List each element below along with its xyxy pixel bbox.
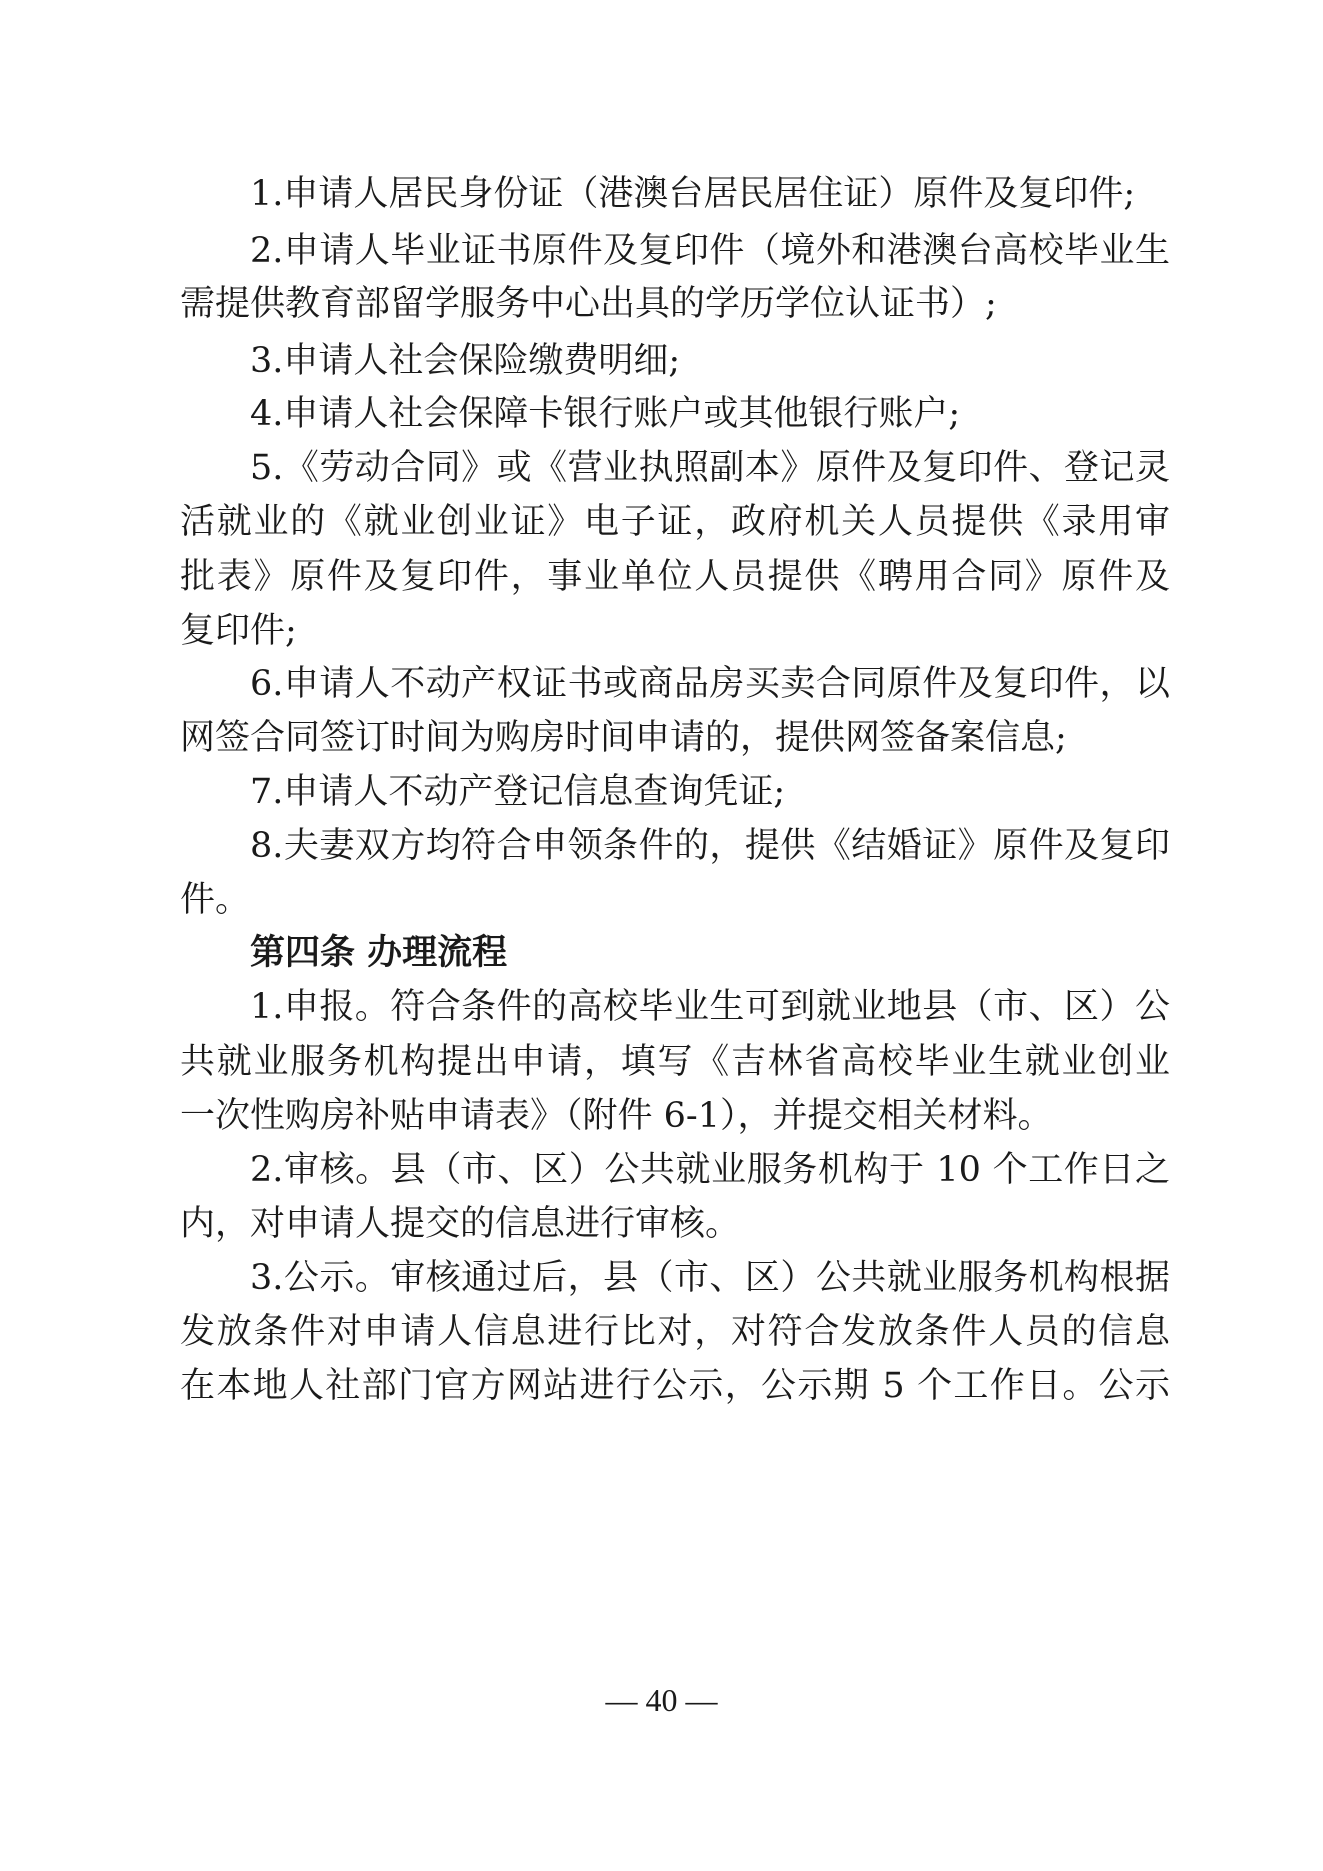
step-3-line-1: 3.公示。审核通过后，县（市、区）公共就业服务机构根据 xyxy=(250,1258,1170,1298)
step-3-line-3: 在本地人社部门官方网站进行公示，公示期 5 个工作日。公示 xyxy=(180,1366,1170,1406)
page-number: — 40 — xyxy=(605,1682,718,1718)
list-item-5-line-1: 5.《劳动合同》或《营业执照副本》原件及复印件、登记灵 xyxy=(250,448,1170,488)
section-heading: 第四条 办理流程 xyxy=(250,933,508,973)
list-item-6-line-1: 6.申请人不动产权证书或商品房买卖合同原件及复印件，以 xyxy=(250,664,1170,704)
list-item-4: 4.申请人社会保障卡银行账户或其他银行账户; xyxy=(250,394,961,434)
list-item-7: 7.申请人不动产登记信息查询凭证; xyxy=(250,772,786,812)
step-1-line-2: 共就业服务机构提出申请，填写《吉林省高校毕业生就业创业 xyxy=(180,1042,1170,1082)
list-item-1: 1.申请人居民身份证（港澳台居民居住证）原件及复印件; xyxy=(250,174,1136,214)
step-2-line-2: 内，对申请人提交的信息进行审核。 xyxy=(180,1204,741,1244)
step-2-line-1: 2.审核。县（市、区）公共就业服务机构于 10 个工作日之 xyxy=(250,1150,1170,1190)
list-item-5-line-3: 批表》原件及复印件，事业单位人员提供《聘用合同》原件及 xyxy=(180,557,1170,597)
list-item-6-line-2: 网签合同签订时间为购房时间申请的，提供网签备案信息; xyxy=(180,718,1067,758)
step-3-line-2: 发放条件对申请人信息进行比对，对符合发放条件人员的信息 xyxy=(180,1312,1170,1352)
list-item-5-line-2: 活就业的《就业创业证》电子证，政府机关人员提供《录用审 xyxy=(180,502,1170,542)
list-item-8-line-1: 8.夫妻双方均符合申领条件的，提供《结婚证》原件及复印 xyxy=(250,826,1170,866)
list-item-2-line-1: 2.申请人毕业证书原件及复印件（境外和港澳台高校毕业生 xyxy=(250,231,1170,271)
list-item-3: 3.申请人社会保险缴费明细; xyxy=(250,341,681,381)
list-item-2-line-2: 需提供教育部留学服务中心出具的学历学位认证书）; xyxy=(180,284,997,324)
step-1-line-3: 一次性购房补贴申请表》（附件 6-1），并提交相关材料。 xyxy=(180,1096,1053,1136)
step-1-line-1: 1.申报。符合条件的高校毕业生可到就业地县（市、区）公 xyxy=(250,987,1170,1027)
list-item-8-line-2: 件。 xyxy=(180,880,251,920)
list-item-5-line-4: 复印件; xyxy=(180,611,297,651)
